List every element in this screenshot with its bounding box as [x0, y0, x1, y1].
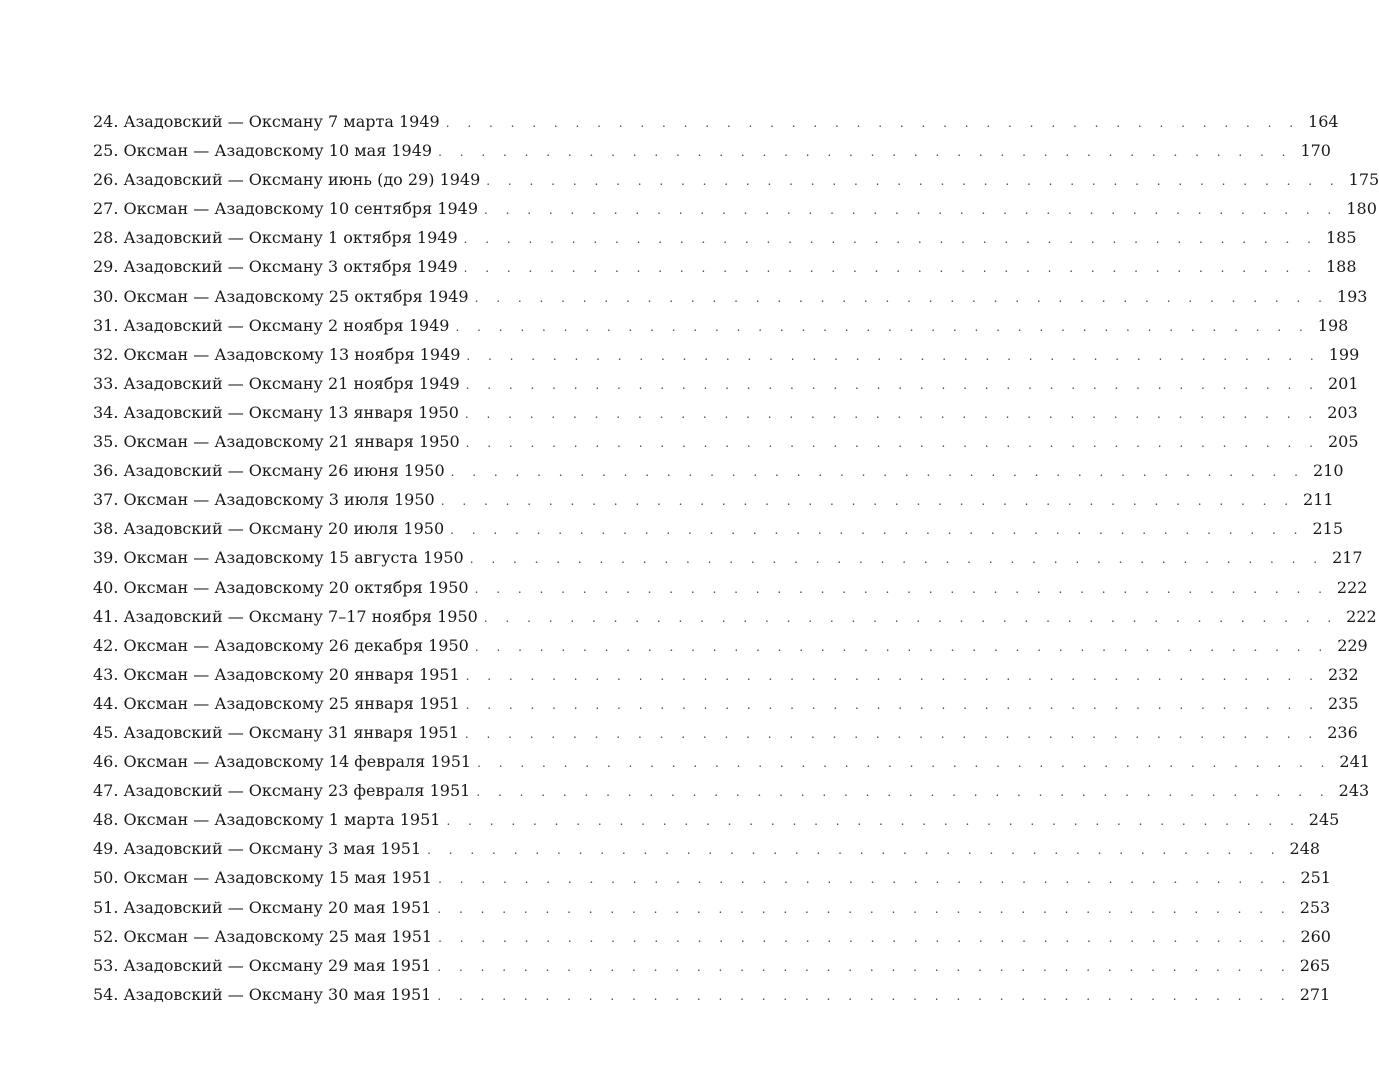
entry-title: Азадовский — Оксману 1 октября 1949 — [123, 228, 458, 248]
entry-page: 201 — [1327, 373, 1359, 393]
entry-page: 180 — [1346, 199, 1377, 219]
entry-number: 34. — [93, 402, 119, 422]
dot-leader: . . . . . . . . . . . . . . . . . . . . . . . . . . . . . . . . . . . . . . . . — [450, 465, 1305, 480]
entry-title: Оксман — Азадовскому 10 сентября 1949 — [123, 199, 479, 219]
entry-title: Азадовский — Оксману 7–17 ноября 1950 — [123, 606, 478, 626]
dot-leader: . . . . . . . . . . . . . . . . . . . . . . . . . . . . . . . . . . . . . . . . — [427, 843, 1282, 858]
entry-title: Азадовский — Оксману 13 января 1950 — [123, 402, 459, 422]
entry-page: 198 — [1317, 315, 1349, 335]
dot-leader: . . . . . . . . . . . . . . . . . . . . . . . . . . . . . . . . . . . . . . . . — [440, 494, 1296, 509]
entry-title: Оксман — Азадовскому 14 февраля 1951 — [123, 752, 472, 772]
entry-number: 51. — [93, 897, 119, 917]
toc-entry — [93, 427, 1359, 456]
toc-entry — [93, 573, 1368, 602]
dot-leader: . . . . . . . . . . . . . . . . . . . . . . . . . . . . . . . . . . . . . . . . — [465, 668, 1320, 683]
toc-entry — [93, 485, 1334, 514]
entry-title: Азадовский — Оксману 2 ноября 1949 — [123, 315, 450, 335]
dot-leader: . . . . . . . . . . . . . . . . . . . . . . . . . . . . . . . . . . . . . . . . — [465, 436, 1320, 451]
entry-number: 38. — [93, 519, 119, 539]
entry-page: 164 — [1308, 112, 1339, 131]
entry-number: 44. — [93, 693, 119, 713]
entry-page: 215 — [1312, 519, 1344, 539]
dot-leader: . . . . . . . . . . . . . . . . . . . . . . . . . . . . . . . . . . . . . . . . — [476, 785, 1331, 800]
entry-page: 236 — [1327, 722, 1358, 742]
dot-leader: . . . . . . . . . . . . . . . . . . . . . . . . . . . . . . . . . . . . . . . . — [466, 348, 1321, 363]
dot-leader: . . . . . . . . . . . . . . . . . . . . . . . . . . . . . . . . . . . . . . . . — [474, 581, 1329, 596]
toc-entry — [93, 369, 1359, 398]
entry-number: 45. — [93, 722, 119, 742]
toc-entry — [93, 514, 1344, 543]
toc-entry — [93, 863, 1331, 892]
entry-number: 48. — [93, 810, 119, 830]
entry-title: Азадовский — Оксману 7 марта 1949 — [123, 112, 440, 131]
dot-leader: . . . . . . . . . . . . . . . . . . . . . . . . . . . . . . . . . . . . . . . . — [465, 377, 1320, 392]
entry-title: Азадовский — Оксману 21 ноября 1949 — [123, 373, 460, 393]
entry-title: Оксман — Азадовскому 20 января 1951 — [123, 664, 460, 684]
entry-page: 232 — [1328, 664, 1359, 684]
entry-page: 235 — [1328, 693, 1359, 713]
entry-number: 28. — [93, 228, 119, 248]
entry-page: 222 — [1346, 606, 1377, 626]
entry-page: 217 — [1332, 548, 1363, 568]
entry-number: 46. — [93, 752, 119, 772]
entry-page: 248 — [1289, 839, 1321, 859]
entry-title: Азадовский — Оксману 30 мая 1951 — [123, 984, 432, 1004]
toc-entry — [93, 543, 1363, 572]
dot-leader: . . . . . . . . . . . . . . . . . . . . . . . . . . . . . . . . . . . . . . . . — [465, 697, 1320, 712]
toc-entry — [93, 311, 1349, 340]
entry-title: Азадовский — Оксману 31 января 1951 — [123, 722, 459, 742]
entry-page: 265 — [1299, 955, 1331, 975]
toc-entry — [93, 718, 1358, 747]
dot-leader: . . . . . . . . . . . . . . . . . . . . . . . . . . . . . . . . . . . . . . . . — [438, 145, 1293, 160]
entry-page: 271 — [1299, 984, 1331, 1004]
entry-number: 36. — [93, 461, 119, 481]
entry-page: 251 — [1300, 868, 1331, 888]
dot-leader: . . . . . . . . . . . . . . . . . . . . . . . . . . . . . . . . . . . . . . . . — [450, 523, 1305, 538]
toc-entry — [93, 834, 1321, 863]
entry-title: Азадовский — Оксману июнь (до 29) 1949 — [123, 170, 481, 190]
toc-entry — [93, 922, 1331, 951]
dot-leader: . . . . . . . . . . . . . . . . . . . . . . . . . . . . . . . . . . . . . . . . — [455, 319, 1310, 334]
entry-title: Азадовский — Оксману 29 мая 1951 — [123, 955, 432, 975]
toc-entry — [93, 951, 1331, 980]
entry-number: 26. — [93, 170, 119, 190]
entry-title: Азадовский — Оксману 26 июня 1950 — [123, 461, 445, 481]
entry-title: Оксман — Азадовскому 1 марта 1951 — [123, 810, 441, 830]
entry-title: Азадовский — Оксману 3 мая 1951 — [123, 839, 422, 859]
entry-page: 203 — [1327, 402, 1358, 422]
dot-leader: . . . . . . . . . . . . . . . . . . . . . . . . . . . . . . . . . . . . . . . . — [469, 552, 1325, 567]
entry-number: 24. — [93, 112, 119, 131]
dot-leader: . . . . . . . . . . . . . . . . . . . . . . . . . . . . . . . . . . . . . . . . — [486, 174, 1341, 189]
toc-entry — [93, 689, 1359, 718]
toc-entry — [93, 805, 1340, 834]
entry-title: Азадовский — Оксману 23 февраля 1951 — [123, 781, 471, 801]
entry-page: 193 — [1336, 286, 1368, 306]
entry-title: Оксман — Азадовскому 3 июля 1950 — [123, 490, 435, 510]
entry-title: Оксман — Азадовскому 25 января 1951 — [123, 693, 460, 713]
entry-page: 170 — [1300, 141, 1331, 161]
entry-page: 211 — [1303, 490, 1334, 510]
toc-entry — [93, 340, 1360, 369]
toc-entry — [93, 602, 1377, 631]
toc-entry — [93, 252, 1357, 281]
entry-number: 53. — [93, 955, 119, 975]
entry-page: 175 — [1348, 170, 1379, 190]
entry-number: 39. — [93, 548, 119, 568]
toc-entry — [93, 165, 1379, 194]
entry-number: 42. — [93, 635, 119, 655]
entry-number: 32. — [93, 344, 119, 364]
dot-leader: . . . . . . . . . . . . . . . . . . . . . . . . . . . . . . . . . . . . . . . . — [438, 872, 1293, 887]
entry-title: Оксман — Азадовскому 13 ноября 1949 — [123, 344, 461, 364]
entry-page: 199 — [1328, 344, 1360, 364]
dot-leader: . . . . . . . . . . . . . . . . . . . . . . . . . . . . . . . . . . . . . . . . — [483, 610, 1339, 625]
entry-title: Оксман — Азадовскому 15 августа 1950 — [123, 548, 464, 568]
dot-leader: . . . . . . . . . . . . . . . . . . . . . . . . . . . . . . . . . . . . . . . . — [474, 639, 1330, 654]
entry-page: 205 — [1328, 432, 1359, 452]
entry-page: 253 — [1299, 897, 1331, 917]
entry-number: 43. — [93, 664, 119, 684]
entry-page: 241 — [1339, 752, 1370, 772]
toc-entry — [93, 660, 1359, 689]
dot-leader: . . . . . . . . . . . . . . . . . . . . . . . . . . . . . . . . . . . . . . . . — [464, 726, 1320, 741]
toc-entry — [93, 282, 1368, 311]
entry-number: 30. — [93, 286, 119, 306]
entry-title: Оксман — Азадовскому 26 декабря 1950 — [123, 635, 469, 655]
entry-number: 54. — [93, 984, 119, 1004]
dot-leader: . . . . . . . . . . . . . . . . . . . . . . . . . . . . . . . . . . . . . . . . — [463, 261, 1318, 276]
entry-title: Оксман — Азадовскому 25 мая 1951 — [123, 926, 433, 946]
dot-leader: . . . . . . . . . . . . . . . . . . . . . . . . . . . . . . . . . . . . . . . . — [464, 406, 1320, 421]
dot-leader: . . . . . . . . . . . . . . . . . . . . . . . . . . . . . . . . . . . . . . . . — [463, 232, 1318, 247]
entry-number: 29. — [93, 257, 119, 277]
entry-number: 27. — [93, 199, 119, 219]
toc-entry — [93, 776, 1370, 805]
toc-entry — [93, 136, 1331, 165]
entry-title: Оксман — Азадовскому 20 октября 1950 — [123, 577, 469, 597]
table-of-contents — [93, 107, 1379, 1009]
entry-title: Азадовский — Оксману 20 мая 1951 — [123, 897, 432, 917]
toc-entry — [93, 893, 1331, 922]
entry-number: 40. — [93, 577, 119, 597]
toc-entry — [93, 194, 1377, 223]
entry-page: 210 — [1312, 461, 1344, 481]
entry-page: 229 — [1337, 635, 1368, 655]
toc-entry — [93, 456, 1344, 485]
entry-page: 185 — [1325, 228, 1357, 248]
dot-leader: . . . . . . . . . . . . . . . . . . . . . . . . . . . . . . . . . . . . . . . . — [437, 959, 1292, 974]
dot-leader: . . . . . . . . . . . . . . . . . . . . . . . . . . . . . . . . . . . . . . . . — [446, 814, 1301, 829]
entry-number: 47. — [93, 781, 119, 801]
entry-title: Азадовский — Оксману 20 июля 1950 — [123, 519, 445, 539]
dot-leader: . . . . . . . . . . . . . . . . . . . . . . . . . . . . . . . . . . . . . . . . — [438, 930, 1293, 945]
toc-entry — [93, 747, 1370, 776]
entry-page: 245 — [1308, 810, 1340, 830]
dot-leader: . . . . . . . . . . . . . . . . . . . . . . . . . . . . . . . . . . . . . . . . — [474, 290, 1329, 305]
entry-number: 31. — [93, 315, 119, 335]
entry-number: 52. — [93, 926, 119, 946]
entry-number: 35. — [93, 432, 119, 452]
toc-entry — [93, 107, 1339, 136]
entry-number: 41. — [93, 606, 119, 626]
entry-number: 50. — [93, 868, 119, 888]
toc-entry — [93, 398, 1358, 427]
entry-page: 260 — [1300, 926, 1331, 946]
toc-entry — [93, 631, 1368, 660]
dot-leader: . . . . . . . . . . . . . . . . . . . . . . . . . . . . . . . . . . . . . . . . — [437, 901, 1292, 916]
toc-entry — [93, 223, 1357, 252]
dot-leader: . . . . . . . . . . . . . . . . . . . . . . . . . . . . . . . . . . . . . . . . — [437, 988, 1292, 1003]
entry-number: 49. — [93, 839, 119, 859]
entry-title: Оксман — Азадовскому 25 октября 1949 — [123, 286, 469, 306]
entry-page: 188 — [1325, 257, 1357, 277]
entry-title: Оксман — Азадовскому 21 января 1950 — [123, 432, 460, 452]
toc-entry — [93, 980, 1331, 1009]
entry-page: 243 — [1338, 781, 1370, 801]
entry-number: 37. — [93, 490, 119, 510]
dot-leader: . . . . . . . . . . . . . . . . . . . . . . . . . . . . . . . . . . . . . . . . — [445, 116, 1301, 130]
entry-title: Оксман — Азадовскому 10 мая 1949 — [123, 141, 433, 161]
entry-number: 33. — [93, 373, 119, 393]
entry-title: Оксман — Азадовскому 15 мая 1951 — [123, 868, 433, 888]
dot-leader: . . . . . . . . . . . . . . . . . . . . . . . . . . . . . . . . . . . . . . . . — [484, 203, 1339, 218]
entry-title: Азадовский — Оксману 3 октября 1949 — [123, 257, 458, 277]
dot-leader: . . . . . . . . . . . . . . . . . . . . . . . . . . . . . . . . . . . . . . . . — [477, 756, 1332, 771]
entry-page: 222 — [1336, 577, 1368, 597]
entry-number: 25. — [93, 141, 119, 161]
